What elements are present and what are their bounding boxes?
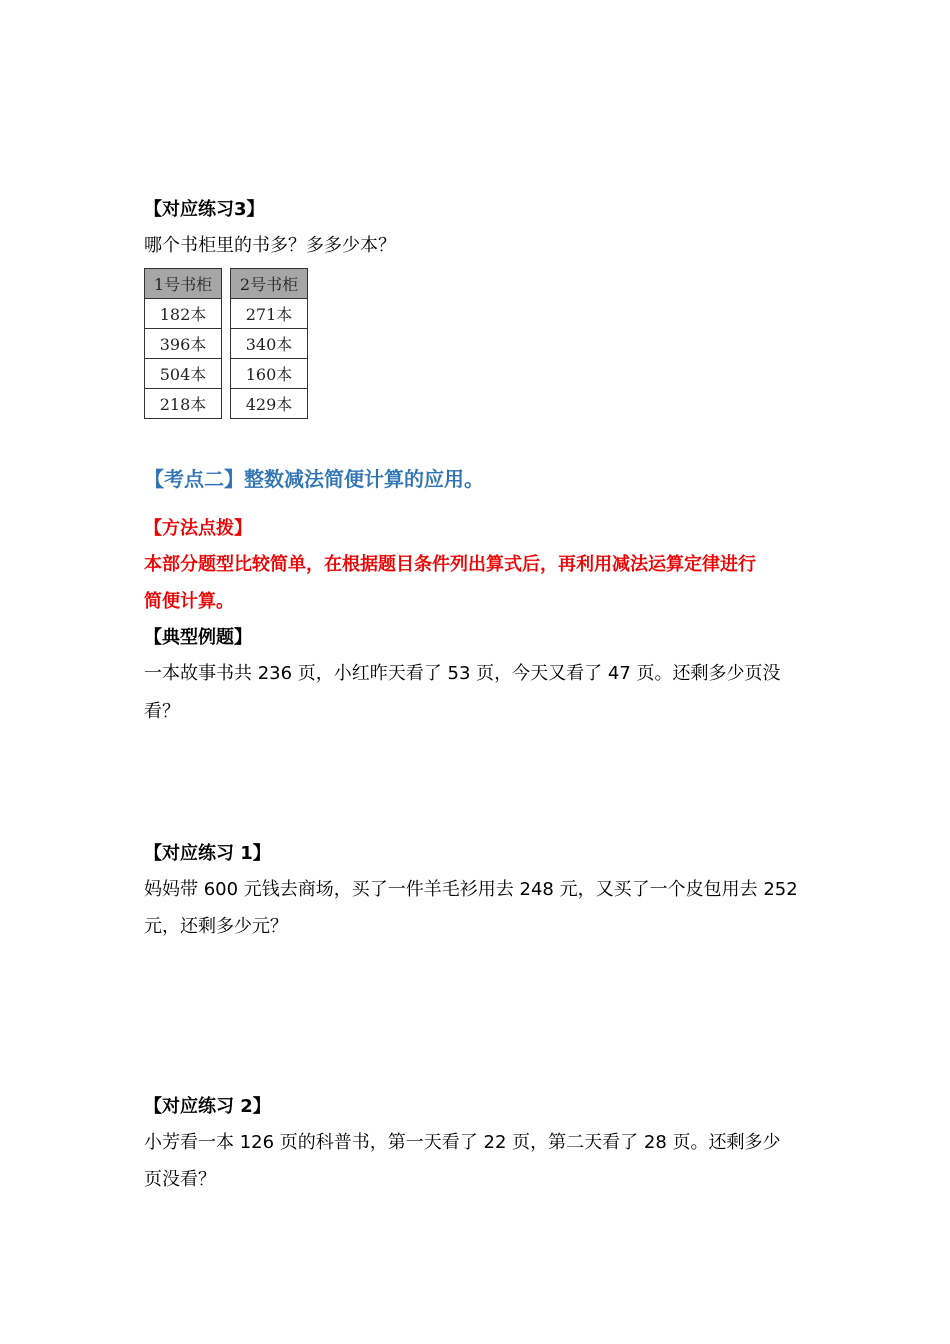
practice2-title: 【对应练习 2】 [144,1096,271,1117]
bookcase-1-header: 1号书柜 [145,269,222,299]
section2-heading: 【考点二】整数减法简便计算的应用。 [144,467,484,491]
bookcase-2-cell: 160本 [231,359,308,389]
bookcase-1-table [144,268,222,419]
bookcase-2-cell: 271本 [231,299,308,329]
practice1-text-line2: 元，还剩多少元？ [144,916,288,937]
bookcase-1-cell: 218本 [145,389,222,419]
example-text-line2: 看？ [144,701,180,722]
method-text-line1: 本部分题型比较简单，在根据题目条件列出算式后，再利用减法运算定律进行 [144,554,756,575]
bookcase-2-cell: 340本 [231,329,308,359]
method-text-line2: 简便计算。 [144,591,234,612]
bookcase-1-cell: 504本 [145,359,222,389]
bookcase-2-table [230,268,308,419]
example-title: 【典型例题】 [144,627,252,648]
method-title: 【方法点拨】 [144,518,252,539]
practice3-question: 哪个书柜里的书多？多多少本？ [144,235,396,256]
practice2-text-line1: 小芳看一本 126 页的科普书，第一天看了 22 页，第二天看了 28 页。还剩多少 [144,1132,781,1153]
practice1-text-line1: 妈妈带 600 元钱去商场，买了一件羊毛衫用去 248 元，又买了一个皮包用去 252 [144,879,798,900]
practice2-text-line2: 页没看？ [144,1169,216,1190]
practice3-title: 【对应练习3】 [144,199,265,220]
bookcase-2-cell: 429本 [231,389,308,419]
example-text-line1: 一本故事书共 236 页，小红昨天看了 53 页，今天又看了 47 页。还剩多少页没 [144,663,781,684]
practice1-title: 【对应练习 1】 [144,843,271,864]
bookcase-2-header: 2号书柜 [231,269,308,299]
bookcase-1-cell: 396本 [145,329,222,359]
bookcase-1-cell: 182本 [145,299,222,329]
